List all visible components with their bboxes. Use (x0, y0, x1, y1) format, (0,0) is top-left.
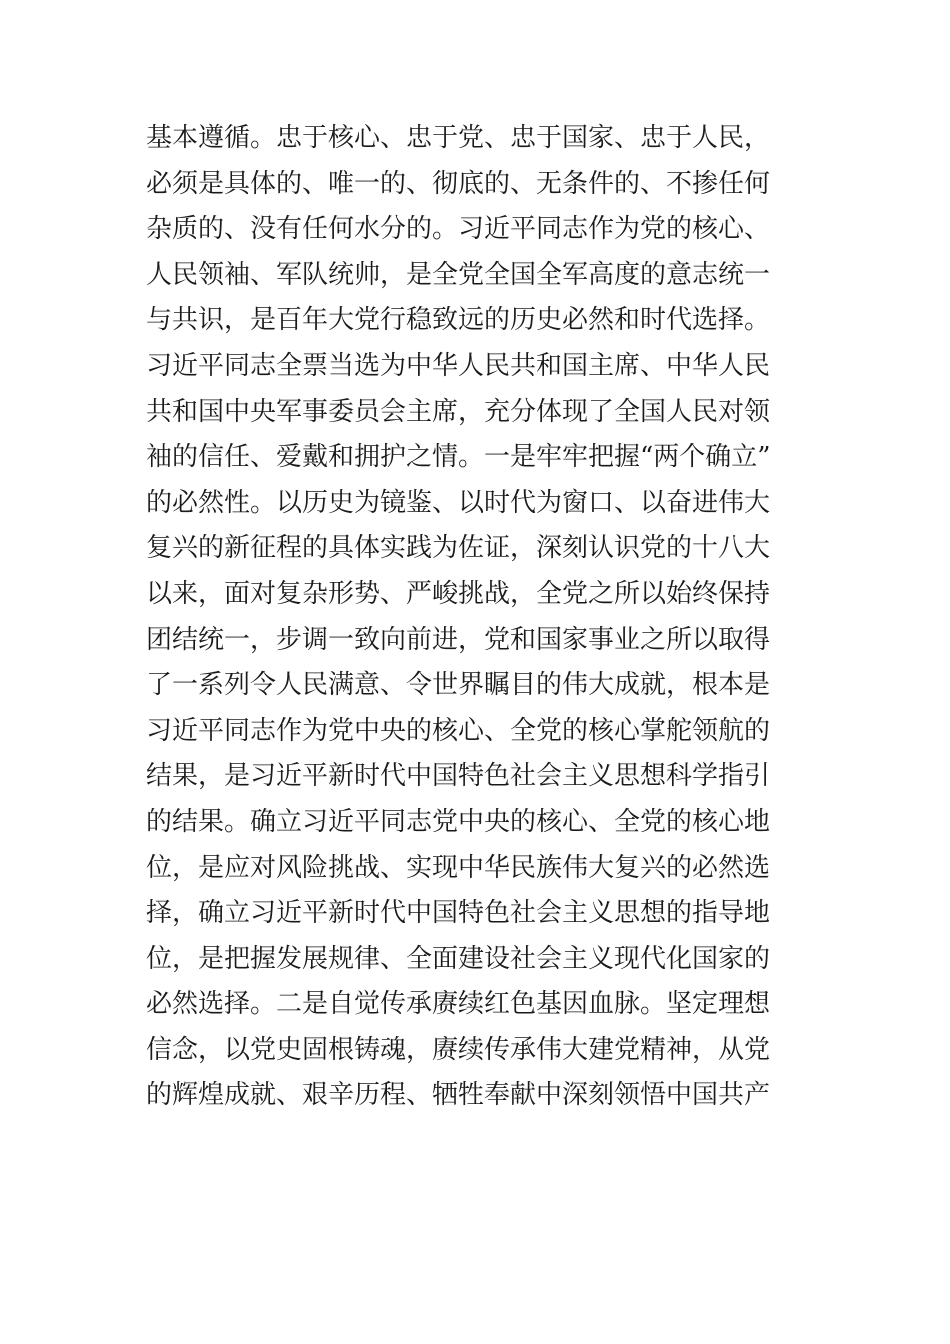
text-line: 习近平同志全票当选为中华人民共和国主席、中华人民 (146, 350, 771, 381)
text-line: 择，确立习近平新时代中国特色社会主义思想的指导地 (146, 898, 771, 929)
text-line: 位，是把握发展规律、全面建设社会主义现代化国家的 (146, 943, 771, 974)
text-line: 团结统一，步调一致向前进，党和国家事业之所以取得 (146, 624, 771, 655)
body-text (146, 116, 816, 1119)
text-line: 的辉煌成就、艰辛历程、牺牲奉献中深刻领悟中国共产 (146, 1080, 771, 1111)
text-line: 习近平同志作为党中央的核心、全党的核心掌舵领航的 (146, 715, 771, 746)
text-line: 基本遵循。忠于核心、忠于党、忠于国家、忠于人民， (146, 123, 771, 153)
text-line: 位，是应对风险挑战、实现中华民族伟大复兴的必然选 (146, 852, 771, 883)
text-line: 杂质的、没有任何水分的。习近平同志作为党的核心、 (146, 214, 771, 245)
text-line: 必然选择。二是自觉传承赓续红色基因血脉。坚定理想 (146, 989, 771, 1020)
text-line: 以来，面对复杂形势、严峻挑战，全党之所以始终保持 (146, 578, 771, 609)
text-line: 信念，以党史固根铸魂，赓续传承伟大建党精神，从党 (146, 1034, 771, 1065)
text-line: 必须是具体的、唯一的、彻底的、无条件的、不掺任何 (146, 168, 771, 199)
text-line: 结果，是习近平新时代中国特色社会主义思想科学指引 (146, 761, 771, 792)
text-line: 的必然性。以历史为镜鉴、以时代为窗口、以奋进伟大 (146, 487, 771, 518)
text-line: 与共识，是百年大党行稳致远的历史必然和时代选择。 (146, 305, 771, 336)
text-line: 了一系列令人民满意、令世界瞩目的伟大成就，根本是 (146, 670, 771, 701)
text-line: 复兴的新征程的具体实践为佐证，深刻认识党的十八大 (146, 533, 771, 564)
text-line: 袖的信任、爱戴和拥护之情。一是牢牢把握“两个确立” (146, 442, 771, 473)
text-line: 共和国中央军事委员会主席，充分体现了全国人民对领 (146, 396, 771, 427)
text-line: 人民领袖、军队统帅，是全党全国全军高度的意志统一 (146, 259, 771, 290)
text-line: 的结果。确立习近平同志党中央的核心、全党的核心地 (146, 806, 771, 837)
